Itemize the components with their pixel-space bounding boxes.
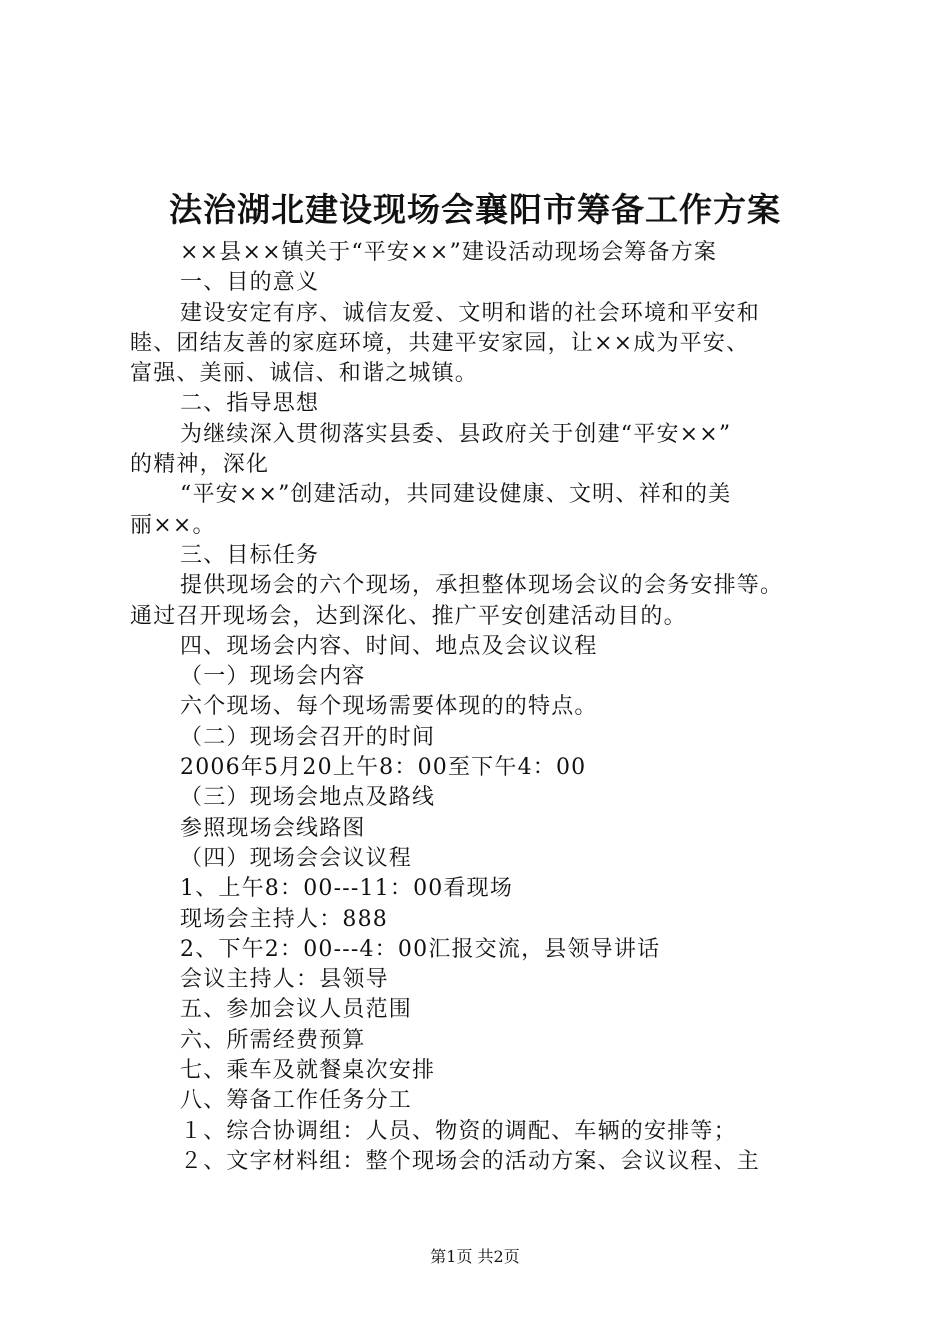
paragraph-line: 的精神，深化 <box>130 452 270 478</box>
subsection-heading: （三）现场会地点及路线 <box>180 785 436 811</box>
paragraph-line: 2006年5月20上午8：00至下午4：00 <box>180 755 587 781</box>
subtitle-line: ××县××镇关于“平安××”建设活动现场会筹备方案 <box>180 240 718 265</box>
paragraph-line: 建设安定有序、诚信友爱、文明和谐的社会环境和平安和 <box>180 300 761 326</box>
paragraph-line: 会议主持人：县领导 <box>180 967 389 993</box>
paragraph-line: 丽××。 <box>130 512 216 538</box>
task-item: １、综合协调组：人员、物资的调配、车辆的安排等； <box>180 1118 737 1144</box>
section-heading: 七、乘车及就餐桌次安排 <box>180 1058 436 1084</box>
section-heading: 六、所需经费预算 <box>180 1027 366 1053</box>
section-heading-goals: 三、目标任务 <box>180 542 320 568</box>
section-heading: 八、筹备工作任务分工 <box>180 1088 413 1114</box>
document-body <box>130 238 850 1177</box>
task-item: ２、文字材料组：整个现场会的活动方案、会议议程、主 <box>180 1148 761 1174</box>
paragraph-line: “平安××”创建活动，共同建设健康、文明、祥和的美 <box>180 482 732 508</box>
paragraph-line: 通过召开现场会，达到深化、推广平安创建活动目的。 <box>130 603 687 629</box>
section-heading-content: 四、现场会内容、时间、地点及会议议程 <box>180 633 598 659</box>
paragraph-line: 睦、团结友善的家庭环境，共建平安家园，让××成为平安、 <box>130 330 750 356</box>
paragraph-line: 参照现场会线路图 <box>180 815 366 841</box>
section-heading-purpose: 一、目的意义 <box>180 270 320 296</box>
agenda-item: 1、上午8：00---11：00看现场 <box>180 876 514 902</box>
agenda-item: 2、下午2：00---4：00汇报交流，县领导讲话 <box>180 936 661 962</box>
paragraph-line: 为继续深入贯彻落实县委、县政府关于创建“平安××” <box>180 421 732 447</box>
subsection-heading: （四）现场会会议议程 <box>180 845 413 871</box>
paragraph-line: 现场会主持人：888 <box>180 906 388 932</box>
subsection-heading: （一）现场会内容 <box>180 664 366 690</box>
paragraph-line: 富强、美丽、诚信、和谐之城镇。 <box>130 361 479 387</box>
paragraph-line: 六个现场、每个现场需要体现的的特点。 <box>180 694 598 720</box>
paragraph-line: 提供现场会的六个现场，承担整体现场会议的会务安排等。 <box>180 573 784 599</box>
page-footer: 第1页 共2页 <box>430 1247 520 1266</box>
subsection-heading: （二）现场会召开的时间 <box>180 724 436 750</box>
section-heading: 五、参加会议人员范围 <box>180 997 413 1023</box>
section-heading-guiding-thought: 二、指导思想 <box>180 391 320 417</box>
document-title: 法治湖北建设现场会襄阳市筹备工作方案 <box>169 190 781 229</box>
